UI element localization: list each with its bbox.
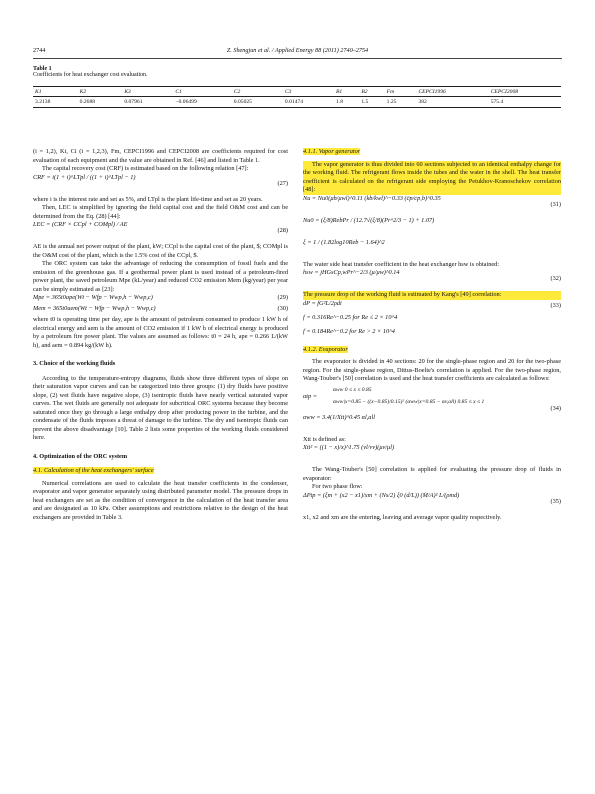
subsection-heading	[303, 148, 561, 157]
table-row	[33, 97, 561, 108]
equation-number: (30)	[277, 305, 288, 312]
equation-28	[33, 221, 288, 243]
table1-cell: 3.2138	[33, 97, 78, 108]
table1-cell: 1.5	[359, 97, 384, 108]
equation-33a	[303, 314, 561, 328]
equation-body: αww = 3.4(1/Xtt)^0.45 αl,all	[303, 413, 375, 421]
equation-number: (33)	[550, 301, 561, 309]
equation-body: (CRF × CCpl + COMpl) / AE	[51, 221, 128, 228]
equation-number: (35)	[550, 497, 561, 505]
table1-caption-block	[33, 66, 148, 78]
equation-number: (27)	[277, 179, 288, 187]
table1-label: Table 1	[33, 66, 52, 72]
equation-29	[33, 294, 288, 305]
running-header	[33, 47, 562, 57]
section-heading: 3. Choice of the working fluids	[33, 360, 116, 367]
table1-col-k1: K1	[33, 87, 78, 97]
table1-cell: 0.05025	[232, 97, 283, 108]
table1-col-c2: C2	[232, 87, 283, 97]
highlighted-paragraph: The pressure drop of the working fluid is estimated by Kang's [49] correlation:	[303, 291, 561, 300]
equation-body: Nu = Nu0(μb/μwl)^0.11 (kb/kwl)^−0.33 (c̄p/cp,b)^0.35	[303, 194, 441, 202]
paragraph: where i is the interest rate and set as 5%, and LTpl is the plant life-time and set as 20 years.	[33, 195, 263, 203]
equation-xi	[303, 239, 561, 261]
equation-lhs: LEC =	[33, 221, 51, 228]
highlighted-heading: 4.1.1. Vapor generator	[303, 148, 361, 155]
paragraph: The capital recovery cost (CRF) is estimated based on the following relation [47]:	[42, 165, 249, 172]
equation-lhs: αtp =	[303, 392, 318, 400]
equation-number: (34)	[550, 404, 561, 412]
right-column	[303, 148, 561, 522]
equation-32	[303, 269, 561, 291]
equation-body: ξ = 1 / (1.82log10Reb − 1.64)^2	[303, 238, 385, 246]
equation-body: i(1 + i)^LTpl / ((1 + i)^LTpl − 1)	[52, 173, 136, 181]
highlighted-heading: 4.1. Calculation of the heat exchangers' surface	[33, 467, 154, 474]
highlighted-paragraph: The vapor generator is thus divided into 60 sections subjected to an identical enthalpy change for the working fluid. The refrigerant flows inside the tubes and the water in the shell. The heat transfer coefficient is calculated on the refrigerant side employing the Petukhov-Kranoschekov correlation [48]:	[303, 160, 561, 193]
left-column	[33, 148, 288, 522]
paragraph: The evaporator is divided in 40 sections: 20 for the single-phase region and 20 for the two-phase region. For the single-phase region, Dittus-Boelte's correlation is applied. For the two-phase region, Wang-Touber's [50] correlation is used and the heat transfer coefficients are calculated as follows:	[303, 358, 561, 382]
section-heading: 4. Optimization of the ORC system	[33, 452, 128, 460]
paragraph: Numerical correlations are used to calculate the heat transfer coefficients in the condenser, evaporator and vapor generator separately using distributed parameter model. The pressure drops in heat exchangers are set as the condition of convergence in the calculation of the heat transfer area and are designated as 10 kPa. Other assumptions and restrictions relative to the design of the heat exchangers are provided in Table 3.	[33, 479, 288, 521]
equation-number: (31)	[550, 200, 561, 208]
paragraph: AE is the annual net power output of the plant, kW; CCpl is the capital cost of the plant, $; COMpl is the O&M cost of the plant, which is the 1.5% cost of the CCpl, $.	[33, 243, 288, 259]
table1-col-b2: B2	[359, 87, 384, 97]
table1-caption: Coefficients for heat exchanger cost evaluation.	[33, 72, 148, 78]
table1-col-c1: C1	[173, 87, 231, 97]
equation-body: ΔPtp = (ξm + (x2 − x1)/xm + (Ns/2) ξ0 (d/L)) (Ṁ/A)² L/(ρmd)	[303, 491, 460, 499]
table1	[33, 86, 561, 108]
table1-col-cepci2008: CEPCI2008	[489, 87, 561, 97]
equation-34	[303, 384, 561, 414]
paragraph: Then, LEC is simplified by ignoring the field capital cost and the field O&M cost and can be determined from the Eq. (28) [44]:	[33, 204, 288, 220]
equation-35	[303, 492, 561, 514]
equation-number: (28)	[277, 227, 288, 234]
equation-33b	[303, 328, 561, 342]
equation-number: (32)	[550, 275, 561, 282]
equation-body: f = 0.184Re^−0.2 for Re > 2 × 10^4	[303, 327, 395, 335]
equation-body: Nu0 = (ξ/8)RebPr / (12.7√(ξ/8)(Pr^2/3 − 1) + 1.07)	[303, 216, 435, 224]
table1-cell: 0.2688	[78, 97, 123, 108]
equation-body: Xtt² = ((1 − x)/x)^1.75 (vl/vv)(μv/μl)	[303, 444, 395, 451]
equation-case-1: αww 0 ≤ x ≤ 0.85	[333, 386, 372, 393]
table1-cell: 0.01474	[283, 97, 334, 108]
table1-col-b1: B1	[334, 87, 359, 97]
paragraph: where t0 is operating time per day, ape is the amount of petroleum consumed to produce 1 kW h of electrical energy and aem is the amount of CO2 emission if 1 kW h of electrical energy is produced by a petroleum fire power plant. The values are assumed as follows: t0 = 24 h, ape = 0.266 L/(kW h), and aem = 0.894 kg/(kW h).	[33, 316, 288, 349]
journal-citation: Z. Shengjun et al. / Applied Energy 88 (2011) 2740–2754	[226, 47, 369, 54]
equation-body: Mem = 365t0aem(Wt − Wfp − Wwp,h − Wwp,c)	[33, 305, 156, 312]
equation-case-2: αww|x=0.85 − ((x−0.85)/0.15)² (αww|x=0.85 − αv,all) 0.85 ≤ x ≤ 1	[333, 398, 485, 405]
paragraph: For two phase flow:	[312, 483, 363, 490]
equation-30	[33, 305, 288, 316]
equation-body: f = 0.316Re^−0.25 for Re ≤ 2 × 10^4	[303, 313, 398, 321]
table1-col-c3: C3	[283, 87, 334, 97]
header-rule	[33, 58, 562, 59]
equation-body: Mpe = 365t0ape(Wt − Wfp − Wwp,h − Wwp,c)	[33, 294, 153, 301]
equation-number: (29)	[277, 294, 288, 301]
equation-27	[33, 174, 288, 196]
paragraph: (i = 1,2), Ki, Ci (i = 1,2,3), Fm, CEPCI1996 and CEPCI2008 are coefficients required for cost evaluation of each equipment and the value are obtained in Ref. [46] and listed in Table 1.	[33, 148, 288, 164]
equation-body: dP = fG²L/2ρdi	[303, 299, 342, 307]
table1-cell: 382	[416, 97, 488, 108]
paragraph: The ORC system can take the advantage of reducing the consumption of fossil fuels and the emission of the greenhouse gas. If a geothermal power plant is used instead of a petroleum-fired power plant, the saved petroleum Mpe (kL/year) and reduced CO2 emission Mem (kg/year) per year can be simply estimated as [23]:	[33, 260, 288, 293]
paragraph: The water side heat transfer coefficient in the heat exchanger hsw is obtained:	[303, 260, 500, 268]
equation-31	[303, 195, 561, 217]
highlighted-heading: 4.1.2. Evaporator	[303, 345, 348, 353]
equation-lhs: CRF =	[33, 173, 51, 181]
equation-body: hsw = jHGsCp,wPr^−2/3 (μ/μw)^0.14	[303, 269, 400, 276]
table1-cell: 1.8	[334, 97, 359, 108]
equation-nu0	[303, 217, 561, 239]
subsection-heading	[33, 467, 288, 476]
equation-xtt	[303, 444, 561, 466]
paragraph: According to the temperature-entropy diagrams, fluids show three different types of slope on their saturation vapor curves and can be categorized into three groups: (1) dry fluids have positive slope, (2) wet fluids have negative slope, (3) isentropic fluids have nearly vertical saturated vapor curves. The wet fluids are generally not adequate for subcritical ORC systems because they become saturated once they go through a large enthalpy drop after producing power in the turbine, and the condensate of the fluids imposes a threat of damage to the turbine. The dry and isentropic fluids can prevent the above disadvantage [10]. Table 2 lists some properties of the working fluids considered here.	[33, 374, 288, 441]
table1-cell: 0.07961	[122, 97, 173, 108]
table1-cell: −0.06499	[173, 97, 231, 108]
paragraph: The Wang-Touber's [50] correlation is applied for evaluating the pressure drop of fluids in evaporator:	[303, 466, 561, 482]
table1-cell: 575.4	[489, 97, 561, 108]
equation-aww	[303, 414, 561, 436]
table1-header-row	[33, 87, 561, 97]
subsection-heading	[303, 346, 561, 355]
table1-col-fm: Fm	[385, 87, 417, 97]
paragraph: x1, x2 and xm are the entering, leaving and average vapor quality respectively.	[303, 513, 502, 521]
equation-33	[303, 300, 561, 314]
paragraph: Xtt is defined as:	[303, 435, 346, 443]
page-number: 2744	[33, 47, 46, 54]
table1-col-k3: K3	[122, 87, 173, 97]
table1-cell: 1.25	[385, 97, 417, 108]
table1-col-cepci1996: CEPCI1996	[416, 87, 488, 97]
table1-col-k2: K2	[78, 87, 123, 97]
